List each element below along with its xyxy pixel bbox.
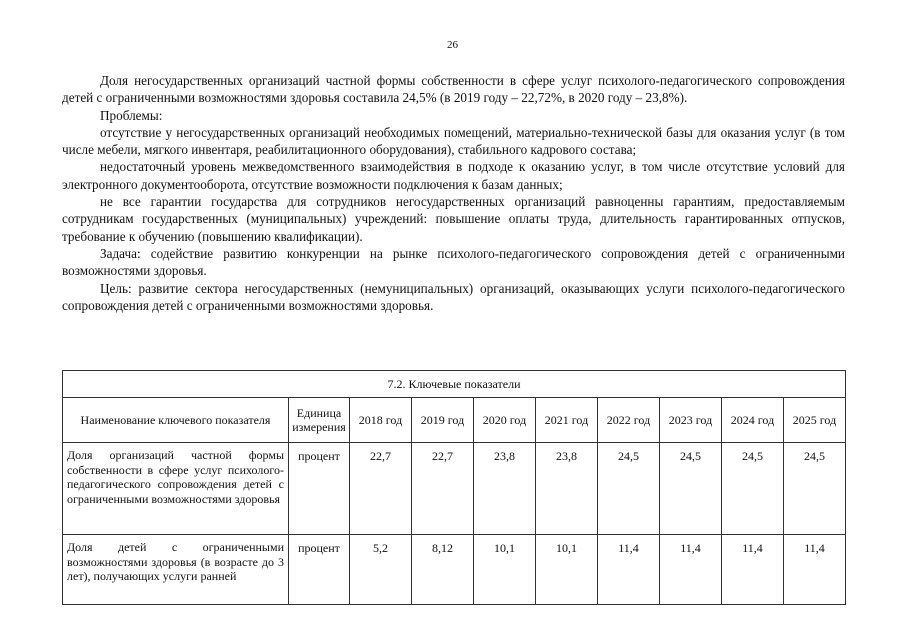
indicator-value: 10,1: [474, 535, 536, 605]
header-year: 2020 год: [474, 398, 536, 443]
header-unit: Единица измерения: [289, 398, 350, 443]
body-text: [62, 72, 845, 314]
header-year: 2021 год: [536, 398, 598, 443]
header-year: 2024 год: [722, 398, 784, 443]
key-indicators-table: [62, 370, 846, 605]
header-year: 2022 год: [598, 398, 660, 443]
indicator-value: 24,5: [598, 443, 660, 535]
indicator-value: 24,5: [784, 443, 846, 535]
indicator-value: 22,7: [412, 443, 474, 535]
header-year: 2018 год: [350, 398, 412, 443]
paragraph-problems-heading: Проблемы:: [100, 107, 163, 123]
indicator-value: 11,4: [784, 535, 846, 605]
indicator-value: 8,12: [412, 535, 474, 605]
header-year: 2023 год: [660, 398, 722, 443]
paragraph-goal: Цель: развитие сектора негосударственных (немуниципальных) организаций, оказывающих услуги психолого-педагогического сопровождения детей с ограниченными возможностями здоровья.: [62, 280, 845, 313]
paragraph-problem-guarantees: не все гарантии государства для сотрудников негосударственных организаций равноценны гарантиям, предоставляемым сотрудникам государственных (муниципальных) учреждений: повышение оплаты труда, длительность гарантированных отпусков, требование к обучению (повышению квалификации).: [62, 194, 845, 244]
indicator-value: 24,5: [660, 443, 722, 535]
table-caption: 7.2. Ключевые показатели: [63, 371, 846, 398]
indicator-name: Доля организаций частной формы собственности в сфере услуг психолого-педагогического сопровождения детей с ограниченными возможностями здоровья: [63, 443, 289, 535]
indicator-value: 22,7: [350, 443, 412, 535]
indicator-value: 23,8: [474, 443, 536, 535]
indicator-value: 10,1: [536, 535, 598, 605]
indicator-value: 11,4: [598, 535, 660, 605]
indicator-unit: процент: [289, 535, 350, 605]
indicator-value: 5,2: [350, 535, 412, 605]
table-header-row: [63, 398, 846, 443]
indicator-value: 11,4: [722, 535, 784, 605]
paragraph-problem-premises: отсутствие у негосударственных организаций необходимых помещений, материально-технической базы для оказания услуг (в том числе мебели, мягкого инвентаря, реабилитационного оборудования), стабильного кадрового состава;: [62, 124, 845, 158]
paragraph-problem-interaction: недостаточный уровень межведомственного взаимодействия в подходе к оказанию услуг, в том числе отсутствие условий для электронного документооборота, отсутствие возможности подключения к базам данных;: [62, 159, 845, 192]
indicator-unit: процент: [289, 443, 350, 535]
header-year: 2025 год: [784, 398, 846, 443]
indicator-value: 11,4: [660, 535, 722, 605]
page-number: 26: [447, 39, 458, 51]
table-row: [63, 443, 846, 535]
indicator-name: Доля детей с ограниченными возможностями здоровья (в возрасте до 3 лет), получающих услуги ранней: [63, 535, 289, 605]
paragraph-share-stat: Доля негосударственных организаций частной формы собственности в сфере услуг психолого-педагогического сопровождения детей с ограниченными возможностями здоровья составила 24,5% (в 2019 году – 22,72%, в 2020 году – 23,8%).: [62, 73, 845, 106]
paragraph-task: Задача: содействие развитию конкуренции на рынке психолого-педагогического сопровождения детей с ограниченными возможностями здоровья.: [62, 245, 845, 279]
header-indicator-name: Наименование ключевого показателя: [63, 398, 289, 443]
table-row: [63, 535, 846, 605]
indicator-value: 24,5: [722, 443, 784, 535]
indicator-value: 23,8: [536, 443, 598, 535]
header-year: 2019 год: [412, 398, 474, 443]
